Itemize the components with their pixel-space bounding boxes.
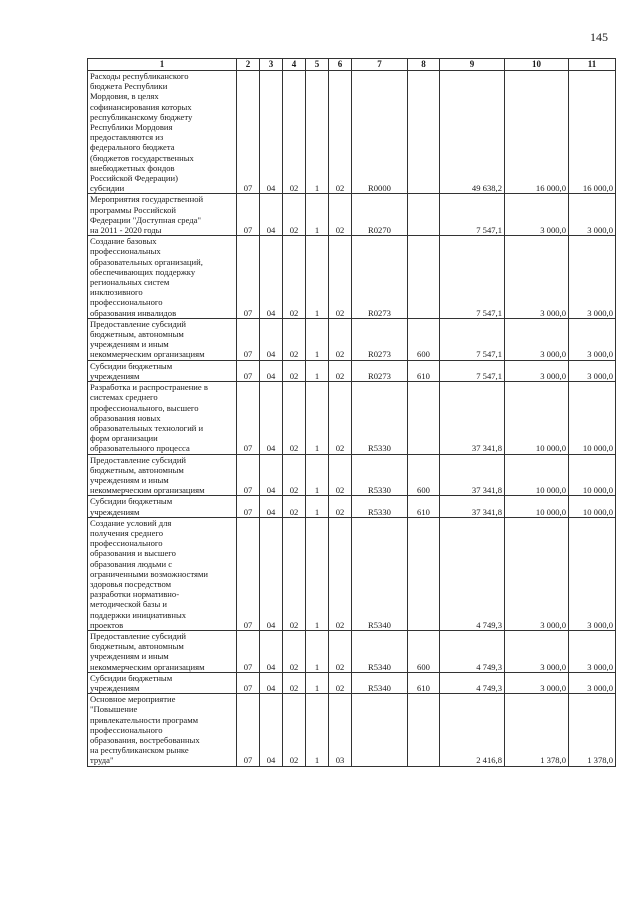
program-code-cell: 02 [283,236,306,319]
expense-type-cell: 610 [408,496,440,517]
row-name-cell: Субсидии бюджетным учреждениям [88,360,237,381]
section-code-cell: 07 [237,694,260,766]
subprogram-code-cell: 1 [306,496,329,517]
amount-cell: 3 000,0 [569,236,616,319]
subprogram-code-cell: 1 [306,318,329,360]
subprogram-code-cell: 1 [306,630,329,672]
program-code-cell: 02 [283,517,306,630]
table-row [88,194,616,236]
expense-type-cell [408,71,440,194]
amount-cell: 10 000,0 [505,496,569,517]
amount-cell: 16 000,0 [569,71,616,194]
table-body [88,71,616,767]
program-code-cell: 02 [283,694,306,766]
row-name-cell: Основное мероприятие "Повышение привлекательности программ профессионального образования, востребованных на республиканском рынке труда" [88,694,237,766]
column-header: 10 [505,59,569,71]
row-name-cell: Расходы республиканского бюджета Республики Мордовия, в целях софинансирования которых республиканскому бюджету Республики Мордовия предоставляются из федерального бюджета (бюджетов государственных внебюджетных фондов Российской Федерации) субсидии [88,71,237,194]
program-code-cell: 02 [283,454,306,496]
section-code-cell: 07 [237,630,260,672]
program-code-cell: 02 [283,496,306,517]
header-row [88,59,616,71]
subprogram-code-cell: 1 [306,360,329,381]
row-name-cell: Субсидии бюджетным учреждениям [88,496,237,517]
amount-cell: 7 547,1 [440,360,505,381]
amount-cell: 37 341,8 [440,382,505,454]
table-row [88,236,616,319]
target-article-cell: R5330 [352,454,408,496]
table-row [88,517,616,630]
column-header: 11 [569,59,616,71]
row-name-cell: Предоставление субсидий бюджетным, автономным учреждениям и иным некоммерческим организациям [88,318,237,360]
subsection-code-cell: 04 [260,630,283,672]
table-row [88,454,616,496]
amount-cell: 3 000,0 [505,318,569,360]
amount-cell: 3 000,0 [505,630,569,672]
subsection-code-cell: 04 [260,496,283,517]
amount-cell: 2 416,8 [440,694,505,766]
budget-table [87,58,616,767]
amount-cell: 4 749,3 [440,517,505,630]
subprogram-code-cell: 1 [306,382,329,454]
table-row [88,496,616,517]
amount-cell: 37 341,8 [440,454,505,496]
expense-type-cell: 600 [408,630,440,672]
program-code-cell: 02 [283,630,306,672]
amount-cell: 3 000,0 [505,236,569,319]
amount-cell: 1 378,0 [505,694,569,766]
amount-cell: 3 000,0 [505,360,569,381]
amount-cell: 10 000,0 [569,382,616,454]
subsection-code-cell: 04 [260,672,283,693]
subsection-code-cell: 04 [260,71,283,194]
subsection-code-cell: 04 [260,236,283,319]
amount-cell: 3 000,0 [505,517,569,630]
expense-type-cell [408,236,440,319]
subsection-code-cell: 04 [260,318,283,360]
event-code-cell: 02 [329,630,352,672]
subsection-code-cell: 04 [260,360,283,381]
program-code-cell: 02 [283,318,306,360]
section-code-cell: 07 [237,318,260,360]
amount-cell: 1 378,0 [569,694,616,766]
row-name-cell: Разработка и распространение в системах среднего профессионального, высшего образования новых образовательных технологий и форм организации образовательного процесса [88,382,237,454]
target-article-cell: R0000 [352,71,408,194]
event-code-cell: 02 [329,496,352,517]
event-code-cell: 02 [329,517,352,630]
section-code-cell: 07 [237,360,260,381]
expense-type-cell: 610 [408,672,440,693]
amount-cell: 7 547,1 [440,236,505,319]
amount-cell: 7 547,1 [440,318,505,360]
subprogram-code-cell: 1 [306,236,329,319]
expense-type-cell: 610 [408,360,440,381]
event-code-cell: 02 [329,382,352,454]
column-header: 2 [237,59,260,71]
table-row [88,694,616,766]
column-header: 9 [440,59,505,71]
target-article-cell: R5330 [352,496,408,517]
subsection-code-cell: 04 [260,517,283,630]
target-article-cell: R0270 [352,194,408,236]
section-code-cell: 07 [237,496,260,517]
expense-type-cell [408,194,440,236]
event-code-cell: 02 [329,194,352,236]
column-header: 3 [260,59,283,71]
amount-cell: 10 000,0 [505,382,569,454]
column-header: 1 [88,59,237,71]
section-code-cell: 07 [237,194,260,236]
event-code-cell: 03 [329,694,352,766]
program-code-cell: 02 [283,672,306,693]
event-code-cell: 02 [329,71,352,194]
subsection-code-cell: 04 [260,454,283,496]
program-code-cell: 02 [283,382,306,454]
program-code-cell: 02 [283,360,306,381]
amount-cell: 3 000,0 [569,517,616,630]
row-name-cell: Создание условий для получения среднего профессионального образования и высшего образования людьми с ограниченными возможностями здоровья посредством разработки нормативно- методической базы и поддержки инициативных проектов [88,517,237,630]
row-name-cell: Предоставление субсидий бюджетным, автономным учреждениям и иным некоммерческим организациям [88,454,237,496]
target-article-cell: R5340 [352,672,408,693]
column-header: 5 [306,59,329,71]
expense-type-cell [408,382,440,454]
expense-type-cell [408,517,440,630]
row-name-cell: Субсидии бюджетным учреждениям [88,672,237,693]
table-row [88,672,616,693]
table-row [88,318,616,360]
column-header: 4 [283,59,306,71]
table-row [88,71,616,194]
section-code-cell: 07 [237,517,260,630]
expense-type-cell: 600 [408,454,440,496]
amount-cell: 3 000,0 [569,194,616,236]
section-code-cell: 07 [237,236,260,319]
program-code-cell: 02 [283,194,306,236]
target-article-cell: R0273 [352,236,408,319]
expense-type-cell: 600 [408,318,440,360]
target-article-cell: R5340 [352,517,408,630]
section-code-cell: 07 [237,71,260,194]
event-code-cell: 02 [329,236,352,319]
target-article-cell: R5340 [352,630,408,672]
subsection-code-cell: 04 [260,382,283,454]
amount-cell: 3 000,0 [505,194,569,236]
section-code-cell: 07 [237,672,260,693]
amount-cell: 10 000,0 [505,454,569,496]
table-row [88,382,616,454]
program-code-cell: 02 [283,71,306,194]
target-article-cell [352,694,408,766]
subsection-code-cell: 04 [260,694,283,766]
subprogram-code-cell: 1 [306,517,329,630]
target-article-cell: R0273 [352,360,408,381]
amount-cell: 49 638,2 [440,71,505,194]
amount-cell: 37 341,8 [440,496,505,517]
column-header: 8 [408,59,440,71]
amount-cell: 10 000,0 [569,496,616,517]
amount-cell: 10 000,0 [569,454,616,496]
subprogram-code-cell: 1 [306,194,329,236]
subprogram-code-cell: 1 [306,454,329,496]
amount-cell: 3 000,0 [569,318,616,360]
amount-cell: 4 749,3 [440,672,505,693]
section-code-cell: 07 [237,454,260,496]
row-name-cell: Создание базовых профессиональных образовательных организаций, обеспечивающих поддержку региональных систем инклюзивного профессионального образования инвалидов [88,236,237,319]
section-code-cell: 07 [237,382,260,454]
amount-cell: 3 000,0 [569,672,616,693]
event-code-cell: 02 [329,318,352,360]
subsection-code-cell: 04 [260,194,283,236]
row-name-cell: Предоставление субсидий бюджетным, автономным учреждениям и иным некоммерческим организациям [88,630,237,672]
amount-cell: 16 000,0 [505,71,569,194]
amount-cell: 3 000,0 [569,630,616,672]
table-row [88,630,616,672]
amount-cell: 3 000,0 [569,360,616,381]
amount-cell: 3 000,0 [505,672,569,693]
event-code-cell: 02 [329,360,352,381]
event-code-cell: 02 [329,454,352,496]
subprogram-code-cell: 1 [306,694,329,766]
target-article-cell: R5330 [352,382,408,454]
event-code-cell: 02 [329,672,352,693]
expense-type-cell [408,694,440,766]
subprogram-code-cell: 1 [306,71,329,194]
column-header: 7 [352,59,408,71]
amount-cell: 7 547,1 [440,194,505,236]
row-name-cell: Мероприятия государственной программы Российской Федерации "Доступная среда" на 2011 - 2020 годы [88,194,237,236]
amount-cell: 4 749,3 [440,630,505,672]
table-row [88,360,616,381]
column-header: 6 [329,59,352,71]
subprogram-code-cell: 1 [306,672,329,693]
page-number: 145 [590,30,608,44]
target-article-cell: R0273 [352,318,408,360]
